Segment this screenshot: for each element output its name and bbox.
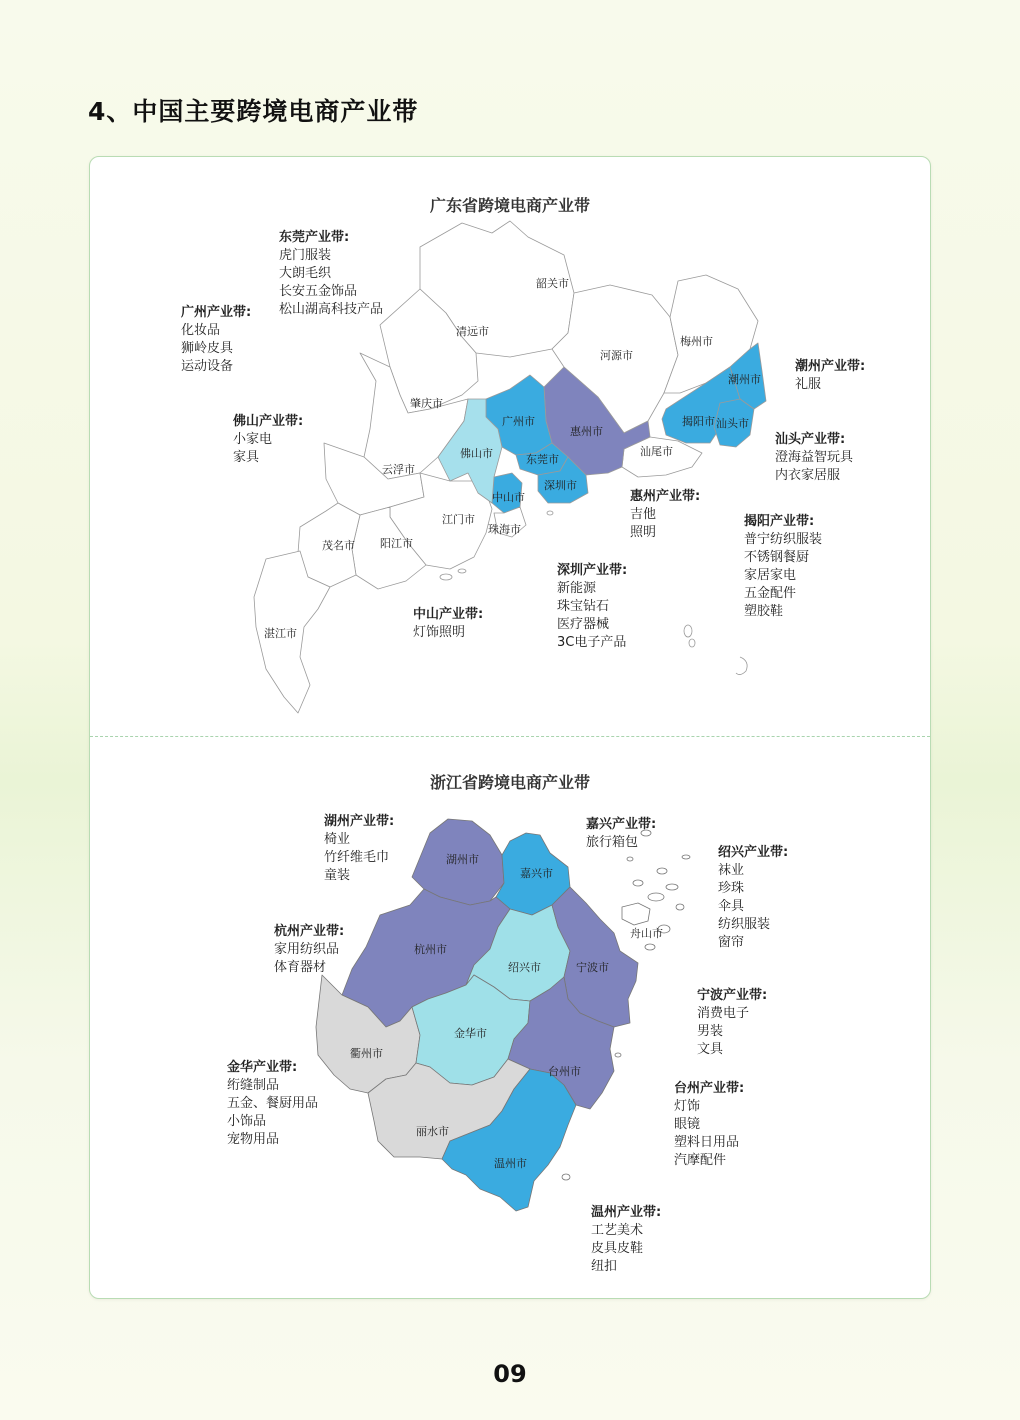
belt-item: 灯饰照明 bbox=[413, 625, 466, 640]
city-label-dongguan: 东莞市 bbox=[526, 453, 559, 466]
city-label-zhuhai: 珠海市 bbox=[488, 523, 521, 536]
zhejiang-map bbox=[90, 737, 932, 1297]
belt-title: 金华产业带: bbox=[227, 1060, 298, 1075]
belt-title: 东莞产业带: bbox=[279, 230, 350, 245]
belt-item: 文具 bbox=[697, 1042, 724, 1057]
belt-title: 绍兴产业带: bbox=[718, 845, 789, 860]
belt-hangzhou bbox=[274, 923, 344, 977]
belt-title: 嘉兴产业带: bbox=[586, 817, 657, 832]
belt-item: 珠宝钻石 bbox=[557, 599, 610, 614]
city-label-taizhou: 台州市 bbox=[548, 1065, 581, 1078]
city-label-yangjiang: 阳江市 bbox=[380, 537, 413, 550]
belt-guangzhou bbox=[181, 304, 251, 376]
belt-title: 杭州产业带: bbox=[274, 924, 345, 939]
map-card bbox=[89, 156, 931, 1299]
city-label-ningbo: 宁波市 bbox=[576, 961, 609, 974]
belt-title: 台州产业带: bbox=[674, 1081, 745, 1096]
belt-title: 温州产业带: bbox=[591, 1205, 662, 1220]
city-label-zhongshan: 中山市 bbox=[492, 491, 525, 504]
city-label-zhaoqing: 肇庆市 bbox=[410, 397, 443, 410]
belt-title: 惠州产业带: bbox=[630, 489, 701, 504]
belt-item: 家用纺织品 bbox=[274, 942, 340, 957]
city-label-shantou: 汕头市 bbox=[716, 417, 749, 430]
belt-item: 礼服 bbox=[795, 377, 822, 392]
belt-item: 体育器材 bbox=[274, 960, 327, 975]
belt-item: 袜业 bbox=[718, 863, 745, 878]
belt-item: 男装 bbox=[697, 1024, 724, 1039]
city-label-shanwei: 汕尾市 bbox=[640, 445, 673, 458]
belt-item: 消费电子 bbox=[697, 1006, 750, 1021]
zhejiang-map-title: 浙江省跨境电商产业带 bbox=[429, 773, 590, 792]
belt-item: 长安五金饰品 bbox=[279, 284, 358, 299]
city-label-meizhou: 梅州市 bbox=[680, 335, 713, 348]
belt-item: 塑胶鞋 bbox=[744, 604, 784, 619]
page-number: 09 bbox=[493, 1360, 527, 1388]
belt-item: 虎门服装 bbox=[279, 248, 332, 263]
belt-item: 家具 bbox=[233, 450, 260, 465]
belt-huizhou bbox=[630, 488, 700, 542]
belt-item: 竹纤维毛巾 bbox=[324, 850, 390, 865]
belt-item: 绗缝制品 bbox=[227, 1078, 280, 1093]
belt-taizhou bbox=[674, 1080, 744, 1170]
belt-item: 灯饰 bbox=[674, 1099, 701, 1114]
belt-title: 中山产业带: bbox=[413, 607, 484, 622]
city-label-shenzhen: 深圳市 bbox=[544, 479, 577, 492]
belt-item: 纽扣 bbox=[591, 1259, 618, 1274]
belt-item: 照明 bbox=[630, 525, 657, 540]
belt-item: 医疗器械 bbox=[557, 617, 610, 632]
belt-item: 纺织服装 bbox=[718, 917, 771, 932]
belt-item: 家居家电 bbox=[744, 568, 797, 583]
belt-item: 童装 bbox=[324, 868, 351, 883]
city-label-jiangmen: 江门市 bbox=[442, 513, 475, 526]
guangdong-map-title: 广东省跨境电商产业带 bbox=[429, 196, 590, 215]
belt-title: 湖州产业带: bbox=[324, 814, 395, 829]
belt-title: 佛山产业带: bbox=[233, 414, 304, 429]
city-label-huizhou: 惠州市 bbox=[570, 425, 603, 438]
city-label-yunfu: 云浮市 bbox=[382, 463, 415, 476]
belt-item: 狮岭皮具 bbox=[181, 341, 234, 356]
belt-jieyang bbox=[744, 513, 822, 621]
city-label-lishui: 丽水市 bbox=[416, 1125, 449, 1138]
belt-item: 3C电子产品 bbox=[557, 635, 627, 650]
belt-item: 椅业 bbox=[324, 832, 351, 847]
city-label-jieyang: 揭阳市 bbox=[682, 415, 715, 428]
belt-item: 内衣家居服 bbox=[775, 468, 841, 483]
belt-item: 大朗毛织 bbox=[279, 266, 332, 281]
city-label-heyuan: 河源市 bbox=[600, 349, 633, 362]
belt-zhongshan bbox=[413, 606, 483, 642]
belt-item: 五金配件 bbox=[744, 586, 797, 601]
city-label-quzhou: 衢州市 bbox=[350, 1047, 383, 1060]
region-zhoushan bbox=[622, 903, 650, 925]
belt-item: 珍珠 bbox=[718, 881, 745, 896]
belt-item: 眼镜 bbox=[674, 1117, 701, 1132]
belt-title: 潮州产业带: bbox=[795, 359, 866, 374]
belt-item: 新能源 bbox=[557, 581, 597, 596]
belt-item: 吉他 bbox=[630, 507, 657, 522]
city-label-qingyuan: 清远市 bbox=[456, 325, 489, 338]
belt-item: 旅行箱包 bbox=[586, 835, 639, 850]
city-label-foshan: 佛山市 bbox=[460, 447, 493, 460]
belt-title: 汕头产业带: bbox=[775, 432, 846, 447]
belt-shenzhen bbox=[557, 562, 627, 652]
city-label-jinhua: 金华市 bbox=[454, 1027, 487, 1040]
belt-item: 皮具皮鞋 bbox=[591, 1241, 644, 1256]
city-label-zhanjiang: 湛江市 bbox=[264, 627, 297, 640]
belt-item: 普宁纺织服装 bbox=[744, 532, 823, 547]
belt-dongguan bbox=[279, 229, 383, 319]
city-label-guangzhou: 广州市 bbox=[502, 415, 535, 428]
belt-shaoxing bbox=[718, 844, 788, 952]
city-label-shaoguan: 韶关市 bbox=[536, 277, 569, 290]
city-label-zhoushan: 舟山市 bbox=[630, 927, 663, 940]
belt-item: 工艺美术 bbox=[591, 1223, 644, 1238]
belt-item: 不锈钢餐厨 bbox=[744, 550, 810, 565]
belt-item: 运动设备 bbox=[181, 359, 234, 374]
belt-title: 广州产业带: bbox=[181, 305, 252, 320]
belt-title: 深圳产业带: bbox=[557, 563, 628, 578]
city-label-huzhou: 湖州市 bbox=[446, 853, 479, 866]
belt-shantou bbox=[775, 431, 853, 485]
belt-item: 小饰品 bbox=[227, 1114, 267, 1129]
belt-wenzhou bbox=[591, 1204, 661, 1276]
belt-item: 汽摩配件 bbox=[674, 1153, 727, 1168]
city-label-hangzhou: 杭州市 bbox=[414, 943, 447, 956]
belt-item: 宠物用品 bbox=[227, 1132, 280, 1147]
belt-title: 宁波产业带: bbox=[697, 988, 768, 1003]
city-label-jiaxing: 嘉兴市 bbox=[520, 867, 553, 880]
belt-item: 小家电 bbox=[233, 432, 273, 447]
city-label-wenzhou: 温州市 bbox=[494, 1157, 527, 1170]
belt-jiaxing bbox=[586, 816, 656, 852]
city-label-shaoxing: 绍兴市 bbox=[508, 961, 541, 974]
belt-huzhou bbox=[324, 813, 394, 885]
city-label-chaozhou: 潮州市 bbox=[728, 373, 761, 386]
belt-item: 窗帘 bbox=[718, 935, 745, 950]
city-label-maoming: 茂名市 bbox=[322, 539, 355, 552]
page-heading: 4、中国主要跨境电商产业带 bbox=[88, 97, 419, 126]
belt-foshan bbox=[233, 413, 303, 467]
belt-jinhua bbox=[227, 1059, 318, 1149]
belt-item: 伞具 bbox=[718, 899, 745, 914]
belt-item: 化妆品 bbox=[181, 323, 221, 338]
belt-ningbo bbox=[697, 987, 767, 1059]
belt-item: 澄海益智玩具 bbox=[775, 450, 854, 465]
belt-item: 松山湖高科技产品 bbox=[279, 302, 384, 317]
belt-item: 塑料日用品 bbox=[674, 1135, 740, 1150]
belt-title: 揭阳产业带: bbox=[744, 514, 815, 529]
belt-item: 五金、餐厨用品 bbox=[227, 1096, 319, 1111]
belt-chaozhou bbox=[795, 358, 865, 394]
